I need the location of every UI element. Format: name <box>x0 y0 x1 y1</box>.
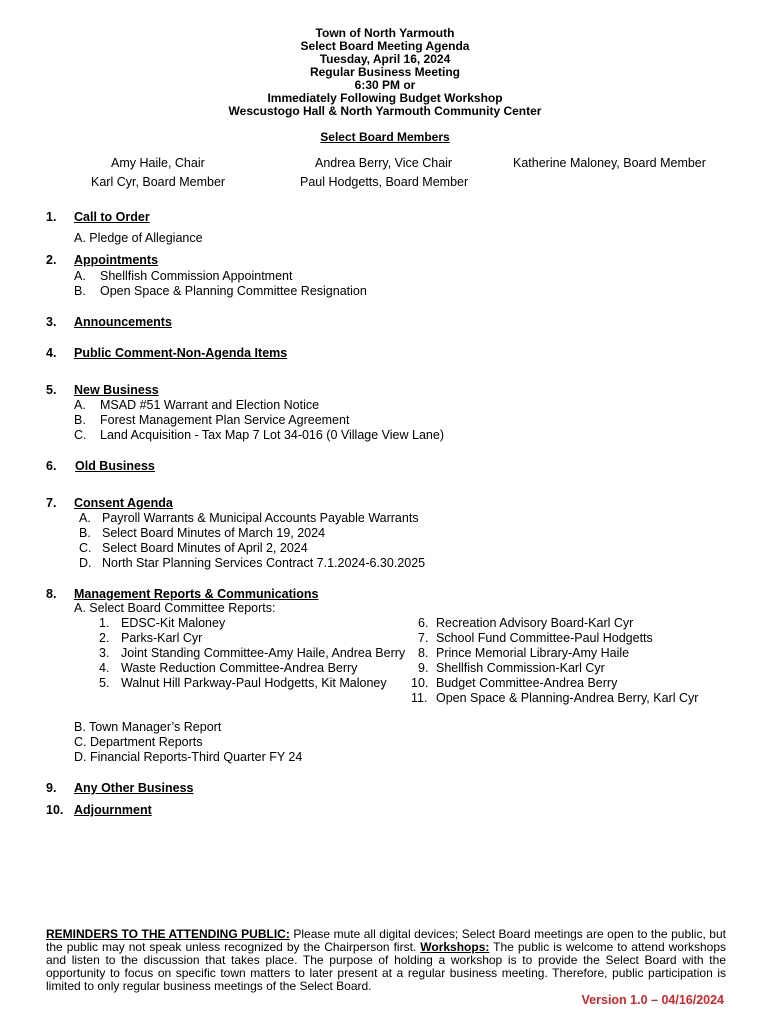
meeting-location: Wescustogo Hall & North Yarmouth Community Center <box>228 104 542 118</box>
section-number: 7. <box>46 496 57 510</box>
meeting-date: Tuesday, April 16, 2024 <box>319 52 451 66</box>
town-name: Town of North Yarmouth <box>315 26 455 40</box>
agenda-title: Select Board Meeting Agenda <box>300 39 470 53</box>
report-number: 8. <box>418 646 429 660</box>
member-chair: Amy Haile, Chair <box>111 156 205 170</box>
agenda-item: MSAD #51 Warrant and Election Notice <box>100 398 320 412</box>
section-number: 4. <box>46 346 57 360</box>
section-number: 1. <box>46 210 57 224</box>
report-number: 10. <box>411 676 429 690</box>
report-number: 2. <box>99 631 110 645</box>
public-reminder <box>46 928 726 993</box>
committee-report: Budget Committee-Andrea Berry <box>436 676 618 690</box>
report-number: 11. <box>411 691 428 705</box>
section-other-business: Any Other Business <box>74 781 194 795</box>
section-number: 6. <box>46 459 57 473</box>
report-number: 3. <box>99 646 110 660</box>
committee-report: Waste Reduction Committee-Andrea Berry <box>121 661 358 675</box>
report-number: 6. <box>418 616 429 630</box>
agenda-item: Open Space & Planning Committee Resignation <box>100 284 367 298</box>
workshops-text: The public is welcome to attend workshops and listen to the discussion that takes place. The purpose of holding a workshop is to provide the Select Board with the opportunity to focus on specific town matters to later present at a regular business meeting. Therefore, public participation is limited to only regular business meetings of the Select Board. <box>46 940 726 993</box>
report-number: 1. <box>99 616 110 630</box>
agenda-item: A. Select Board Committee Reports: <box>74 601 276 615</box>
agenda-item: A. Pledge of Allegiance <box>74 231 203 245</box>
agenda-item: C. Department Reports <box>74 735 203 749</box>
committee-report: Shellfish Commission-Karl Cyr <box>436 661 605 675</box>
section-number: 2. <box>46 253 57 267</box>
section-management-reports: Management Reports & Communications <box>74 587 319 601</box>
section-new-business: New Business <box>74 383 159 397</box>
committee-report: EDSC-Kit Maloney <box>121 616 226 630</box>
section-number: 3. <box>46 315 57 329</box>
section-public-comment: Public Comment-Non-Agenda Items <box>74 346 288 360</box>
section-announcements: Announcements <box>74 315 172 329</box>
report-number: 4. <box>99 661 110 675</box>
agenda-item: Land Acquisition - Tax Map 7 Lot 34-016 (0 Village View Lane) <box>100 428 444 442</box>
version-label: Version 1.0 – 04/16/2024 <box>581 993 724 1007</box>
committee-report: Prince Memorial Library-Amy Haile <box>436 646 630 660</box>
agenda-item: D. Financial Reports-Third Quarter FY 24 <box>74 750 303 764</box>
document-header <box>0 27 770 118</box>
section-old-business: Old Business <box>75 459 155 473</box>
committee-report: School Fund Committee-Paul Hodgetts <box>436 631 653 645</box>
reminder-text: Please mute all digital devices; Select Board meetings are open to the public, but the public may not speak unless recognized by the Chairperson first. <box>46 927 726 954</box>
agenda-item: Shellfish Commission Appointment <box>100 269 293 283</box>
agenda-item-label: A. <box>74 398 86 412</box>
agenda-item-label: C. <box>74 428 87 442</box>
section-appointments: Appointments <box>74 253 159 267</box>
meeting-time: 6:30 PM or <box>354 78 416 92</box>
committee-report: Walnut Hill Parkway-Paul Hodgetts, Kit Maloney <box>121 676 387 690</box>
committee-report: Open Space & Planning-Andrea Berry, Karl Cyr <box>436 691 699 705</box>
workshops-label: Workshops: <box>420 940 490 954</box>
section-number: 9. <box>46 781 57 795</box>
agenda-item-label: A. <box>74 269 86 283</box>
members-heading: Select Board Members <box>320 130 450 144</box>
agenda-item-label: B. <box>74 284 86 298</box>
agenda-item: B. Town Manager’s Report <box>74 720 222 734</box>
agenda-item: Select Board Minutes of April 2, 2024 <box>102 541 308 555</box>
agenda-item: North Star Planning Services Contract 7.1.2024-6.30.2025 <box>102 556 426 570</box>
section-adjournment: Adjournment <box>74 803 152 817</box>
section-consent-agenda: Consent Agenda <box>74 496 173 510</box>
section-number: 5. <box>46 383 57 397</box>
member-board: Katherine Maloney, Board Member <box>513 156 706 170</box>
committee-report: Joint Standing Committee-Amy Haile, Andrea Berry <box>121 646 406 660</box>
agenda-item-label: B. <box>79 526 91 540</box>
agenda-item-label: B. <box>74 413 86 427</box>
committee-report: Recreation Advisory Board-Karl Cyr <box>436 616 634 630</box>
agenda-item: Forest Management Plan Service Agreement <box>100 413 350 427</box>
committee-report: Parks-Karl Cyr <box>121 631 203 645</box>
agenda-item-label: C. <box>79 541 92 555</box>
section-number: 10. <box>46 803 64 817</box>
report-number: 7. <box>418 631 429 645</box>
member-board: Paul Hodgetts, Board Member <box>300 175 469 189</box>
member-board: Karl Cyr, Board Member <box>91 175 226 189</box>
report-number: 5. <box>99 676 110 690</box>
report-number: 9. <box>418 661 429 675</box>
section-call-to-order: Call to Order <box>74 210 150 224</box>
section-number: 8. <box>46 587 57 601</box>
agenda-item: Payroll Warrants & Municipal Accounts Payable Warrants <box>102 511 419 525</box>
reminder-label: REMINDERS TO THE ATTENDING PUBLIC: <box>46 927 290 941</box>
agenda-item-label: D. <box>79 556 92 570</box>
agenda-item: Select Board Minutes of March 19, 2024 <box>102 526 326 540</box>
member-vice-chair: Andrea Berry, Vice Chair <box>315 156 453 170</box>
agenda-item-label: A. <box>79 511 91 525</box>
meeting-type: Regular Business Meeting <box>309 65 461 79</box>
meeting-time-note: Immediately Following Budget Workshop <box>267 91 503 105</box>
